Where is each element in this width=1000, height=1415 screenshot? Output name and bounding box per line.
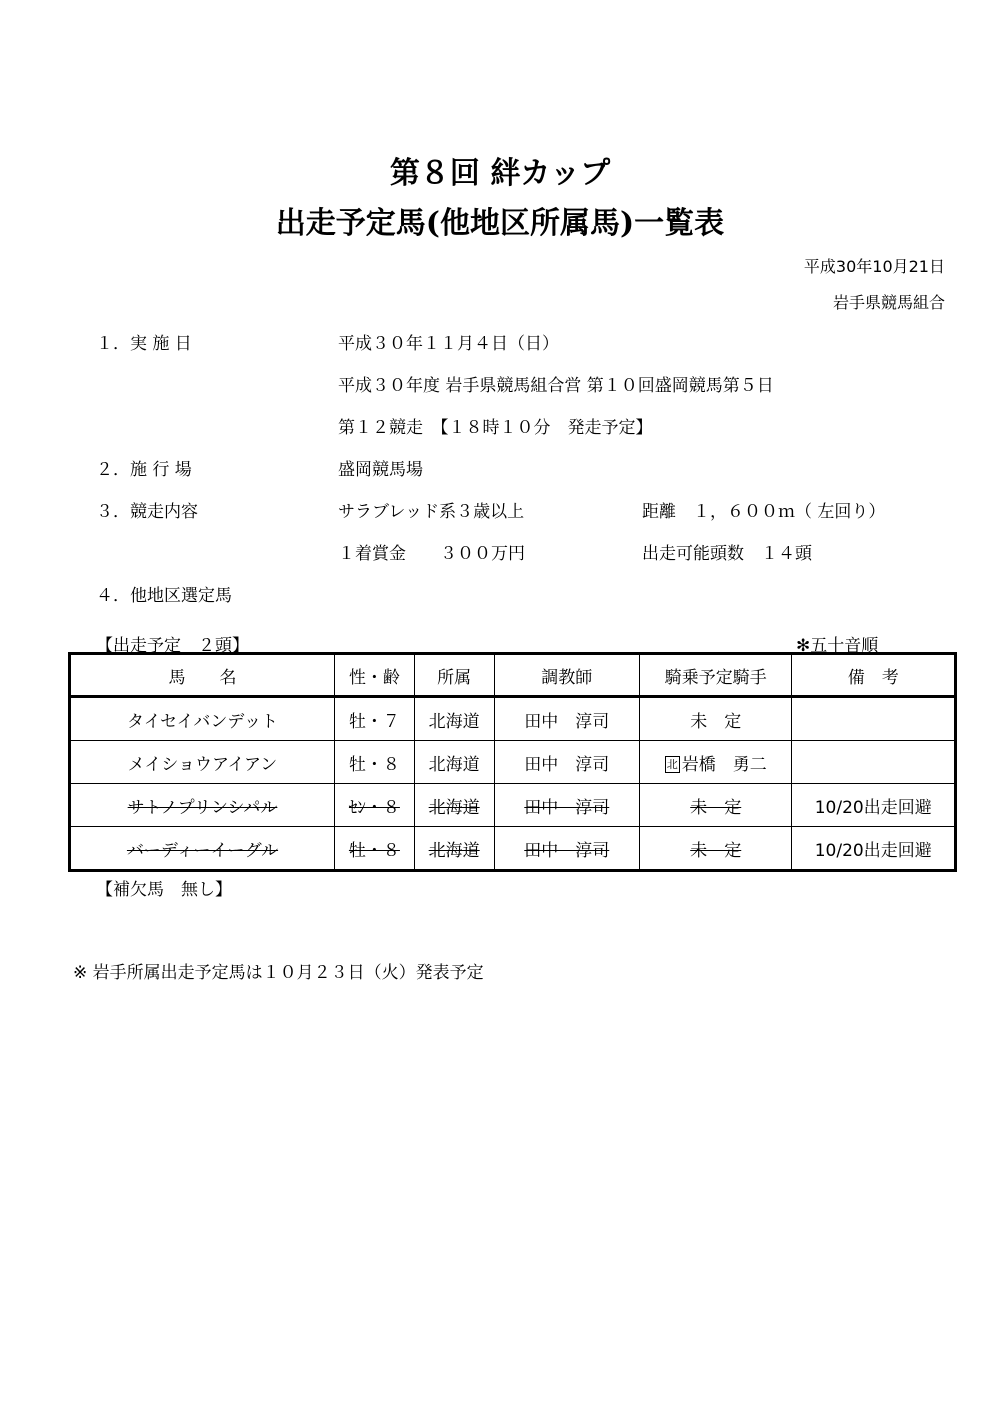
document-title: 第８回 絆カップ [389, 156, 611, 191]
table-row-scratched [70, 827, 956, 871]
jockey: 未 定 [640, 784, 792, 827]
horse-name: タイセイバンデット [70, 697, 335, 741]
trainer: 田中 淳司 [494, 784, 639, 827]
col-header-horse-name: 馬 名 [70, 654, 335, 697]
affiliation: 北海道 [414, 697, 494, 741]
section-3-label: ３．競走内容 [96, 502, 198, 522]
race-number-time: 第１２競走 【１８時１０分 発走予定】 [338, 418, 653, 438]
note: 10/20出走回避 [792, 827, 956, 871]
trainer: 田中 淳司 [494, 697, 639, 741]
note [792, 741, 956, 784]
entries-table [68, 652, 957, 872]
col-header-affiliation: 所属 [414, 654, 494, 697]
table-row [70, 697, 956, 741]
affiliation: 北海道 [414, 784, 494, 827]
race-venue: 盛岡競馬場 [338, 460, 423, 480]
horse-name: メイショウアイアン [70, 741, 335, 784]
issuer-organization: 岩手県競馬組合 [832, 293, 945, 312]
affiliation: 北海道 [414, 741, 494, 784]
region-badge: 北 [666, 757, 678, 771]
jockey: 未 定 [640, 827, 792, 871]
race-prize: １着賞金 ３００万円 [338, 544, 525, 564]
horse-name: サトノプリンシパル [70, 784, 335, 827]
trainer: 田中 淳司 [494, 741, 639, 784]
reserve-note: 【補欠馬 無し】 [96, 880, 232, 900]
table-header-row [70, 654, 956, 697]
col-header-sex-age: 性・齢 [335, 654, 415, 697]
document-subtitle: 出走予定馬(他地区所属馬)一覧表 [275, 206, 725, 241]
note: 10/20出走回避 [792, 784, 956, 827]
col-header-jockey: 騎乗予定騎手 [640, 654, 792, 697]
jockey: 未 定 [640, 697, 792, 741]
table-row-scratched [70, 784, 956, 827]
section-2-label: ２．施 行 場 [96, 460, 192, 480]
section-1-label: １．実 施 日 [96, 334, 192, 354]
sex-age: ｾﾝ・８ [335, 784, 415, 827]
trainer: 田中 淳司 [494, 827, 639, 871]
footer-note: ※ 岩手所属出走予定馬は１０月２３日（火）発表予定 [73, 963, 484, 983]
race-condition: サラブレッド系３歳以上 [338, 502, 525, 522]
note [792, 697, 956, 741]
race-date: 平成３０年１１月４日（日） [338, 334, 559, 354]
table-caption: 【出走予定 ２頭】 [96, 636, 249, 656]
sex-age: 牡・８ [335, 827, 415, 871]
jockey-cell [640, 741, 792, 784]
col-header-note: 備 考 [792, 654, 956, 697]
jockey: 岩橋 勇二 [681, 754, 767, 775]
table-row [70, 741, 956, 784]
col-header-trainer: 調教師 [494, 654, 639, 697]
issue-date: 平成30年10月21日 [803, 257, 945, 276]
sex-age: 牡・７ [335, 697, 415, 741]
section-4-label: ４．他地区選定馬 [96, 586, 232, 606]
table-order-note: ✻五十音順 [796, 636, 879, 656]
horse-name: バーディーイーグル [70, 827, 335, 871]
race-distance: 距離 １，６００ｍ（ 左回り） [642, 502, 886, 522]
affiliation: 北海道 [414, 827, 494, 871]
race-meeting: 平成３０年度 岩手県競馬組合営 第１０回盛岡競馬第５日 [338, 376, 774, 396]
sex-age: 牡・８ [335, 741, 415, 784]
race-max-runners: 出走可能頭数 １４頭 [642, 544, 812, 564]
